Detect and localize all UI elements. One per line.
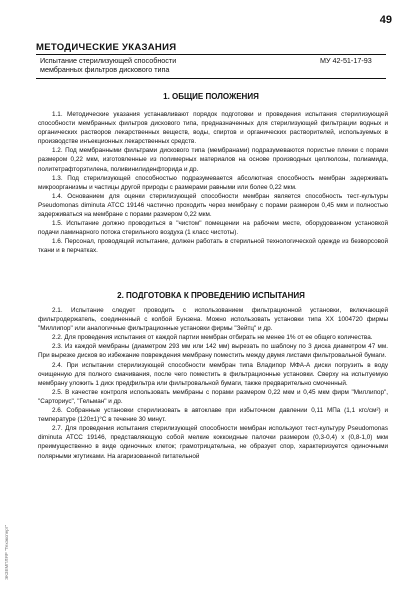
section-2-title: 2. ПОДГОТОВКА К ПРОВЕДЕНИЮ ИСПЫТАНИЯ (117, 291, 305, 300)
paragraph-1-5: 1.5. Испытание должно проводиться в "чистом" помещении на рабочем месте, оборудованном установкой подачи ламинарного потока стерильного воздуха (1 класс чистоты). (38, 220, 388, 237)
paragraph-2-5: 2.5. В качестве контроля использовать мембраны с порами размером 0,22 мкм и 0,45 мкм фирм "Миллипор", "Сарториус", "Гельман" и др. (38, 388, 388, 405)
document-code: МУ 42-51-17-93 (320, 56, 372, 65)
paragraph-2-4: 2.4. При испытании стерилизующей способности мембран типа Владипор МФА-А диски погрузить в воду очищенную для полного смачивания, после чего поместить в фильтрационные установки. Сверху на испытуемую мембрану уложить 1 диск предфильтра или фильтровальной бумаги, также предварительно смоченный. (38, 361, 388, 387)
paragraph-2-1: 2.1. Испытание следует проводить с использованием фильтрационной установки, включающей фильтродержатель, соединенный с колбой Бунзена. Можно использовать установки типа ХХ 1004720 фирмы "Миллипор" или аналогичные фильтрационные установки фирмы "Зейтц" и др. (38, 307, 388, 333)
document-title-line-1: Испытание стерилизующей способности (40, 56, 177, 65)
page-number: 49 (379, 14, 392, 26)
paragraph-1-4: 1.4. Основанием для оценки стерилизующей способности мембран является способность тест-культуры Pseudomonas diminuta АТСС 19146 частично проходить через мембрану с порами размером 0,45 мкм и полностью задерживаться на мембране с порами размером 0,22 мкм. (38, 192, 388, 219)
paragraph-1-6: 1.6. Персонал, проводящий испытание, должен работать в стерильной технологической одежде из безворсовой ткани и в перчатках. (38, 238, 388, 255)
header-divider (36, 78, 386, 79)
paragraph-2-7: 2.7. Для проведения испытания стерилизующей способности мембран используют тест-культуру Pseudomonas diminuta АТСС 19146, представляющую собой мелкие коккоидные палочки размером (0,3-0,4) х (0,8-1,0) мкм преимущественно в виде одиночных клеток; грамотрицательна, не образует спор, характеризуется одиночными полярными жгутиками. На агаризованной питательной (38, 425, 388, 460)
section-1-title: 1. ОБЩИЕ ПОЛОЖЕНИЯ (163, 92, 259, 101)
document-title (40, 56, 270, 74)
paragraph-1-2: 1.2. Под мембранными фильтрами дискового типа (мембранами) подразумеваются пористые пленки с порами размером 0,22 мкм, изготовленные из полимерных материалов на основе производных целлюлозы, полиамида, политетрафторэтилена, поливинилиденфторида и др. (38, 147, 388, 173)
paragraph-2-3: 2.3. Из каждой мембраны (диаметром 293 мм или 142 мм) вырезать по шаблону по 3 диска диаметром 47 мм. При вырезке дисков во избежание повреждения мембрану поместить между двумя листами фильтровальной бумаги. (38, 343, 388, 360)
paragraph-1-1: 1.1. Методические указания устанавливают порядок подготовки и проведения испытания стерилизующей способности мембранных фильтров дискового типа, предназначенных для стерилизующей фильтрации водных и органических растворов лекарственных веществ, воды, спиртов и органических растворителей, используемых в производстве инъекционных лекарственных средств. (38, 111, 388, 146)
paragraph-1-3: 1.3. Под стерилизующей способностью подразумевается абсолютная способность мембран задерживать микроорганизмы и частицы другой природы с размерами равными или более 0,22 мкм. (38, 174, 388, 191)
margin-stamp: ЭКЗЕМПЛЯР "Техэксперт" (4, 524, 9, 580)
document-type-heading: МЕТОДИЧЕСКИЕ УКАЗАНИЯ (36, 42, 386, 55)
paragraph-2-6: 2.6. Собранные установки стерилизовать в автоклаве при избыточном давлении 0,11 МПа (1,1 кгс/см²) и температуре (120±1)°С в течение 30 минут. (38, 407, 388, 424)
paragraph-2-2: 2.2. Для проведения испытания от каждой партии мембран отбирать не менее 1% от ее общего количества. (52, 334, 373, 342)
section-1-body (38, 110, 388, 256)
section-2-body (38, 306, 388, 461)
document-title-line-2: мембранных фильтров дискового типа (40, 65, 170, 74)
